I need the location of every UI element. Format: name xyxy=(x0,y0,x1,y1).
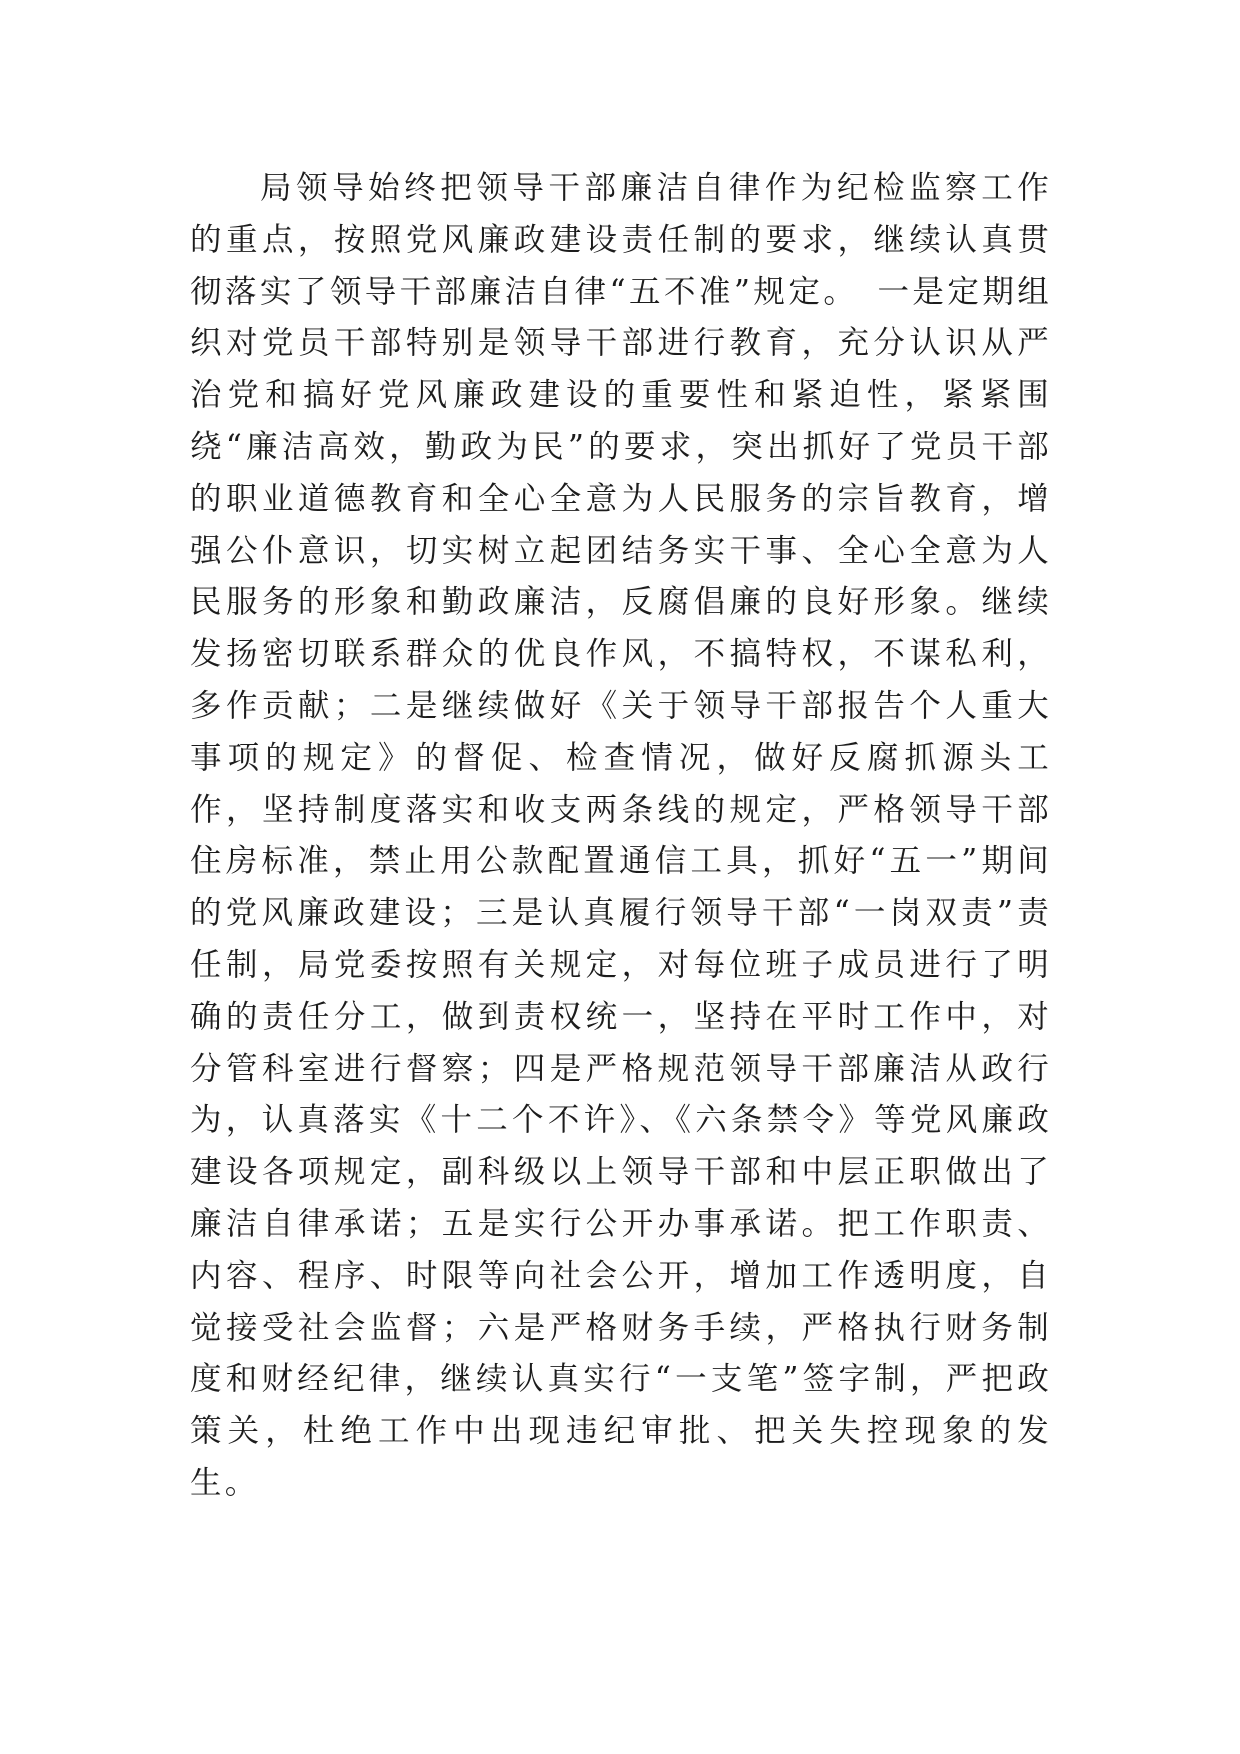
body-paragraph: 局领导始终把领导干部廉洁自律作为纪检监察工作的重点，按照党风廉政建设责任制的要求，继续认真贯彻落实了领导干部廉洁自律“五不准”规定。 一是定期组织对党员干部特别是领导干部进行教育，充分认识从严治党和搞好党风廉政建设的重要性和紧迫性，紧紧围绕“廉洁高效，勤政为民”的要求，突出抓好了党员干部的职业道德教育和全心全意为人民服务的宗旨教育，增强公仆意识，切实树立起团结务实干事、全心全意为人民服务的形象和勤政廉洁，反腐倡廉的良好形象。继续发扬密切联系群众的优良作风，不搞特权，不谋私利，多作贡献；二是继续做好《关于领导干部报告个人重大事项的规定》的督促、检查情况，做好反腐抓源头工作，坚持制度落实和收支两条线的规定，严格领导干部住房标准，禁止用公款配置通信工具，抓好“五一”期间的党风廉政建设；三是认真履行领导干部“一岗双责”责任制，局党委按照有关规定，对每位班子成员进行了明确的责任分工，做到责权统一，坚持在平时工作中，对分管科室进行督察；四是严格规范领导干部廉洁从政行为，认真落实《十二个不许》、《六条禁令》等党风廉政建设各项规定，副科级以上领导干部和中层正职做出了廉洁自律承诺；五是实行公开办事承诺。把工作职责、内容、程序、时限等向社会公开，增加工作透明度，自觉接受社会监督；六是严格财务手续，严格执行财务制度和财经纪律，继续认真实行“一支笔”签字制，严把政策关，杜绝工作中出现违纪审批、把关失控现象的发生。 xyxy=(190,170,1052,1501)
